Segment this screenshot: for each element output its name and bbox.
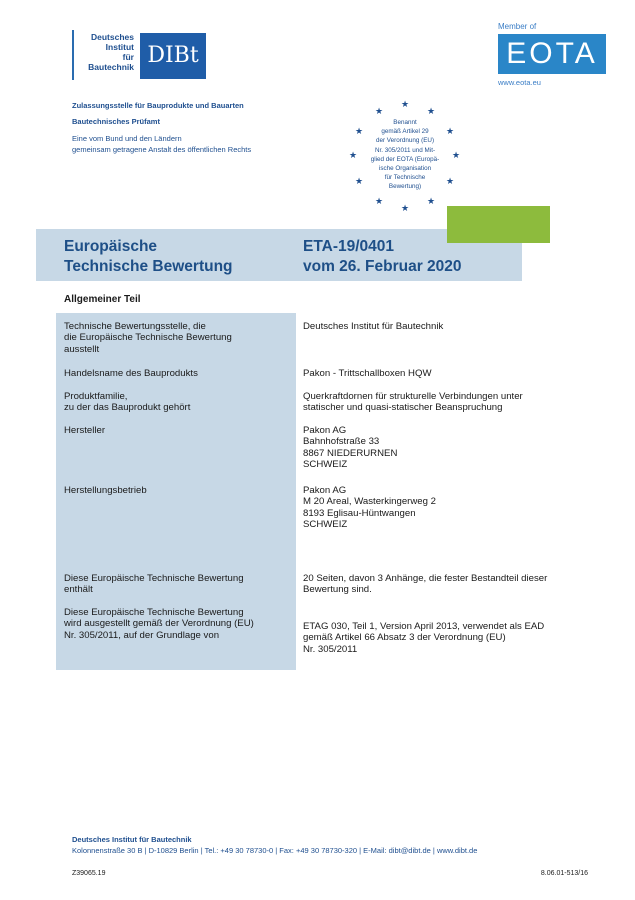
star-icon: ★ [375,106,384,116]
row-value [303,368,432,379]
star-icon: ★ [355,176,364,186]
value-line: statischer und quasi-statischer Beanspruchung [303,402,503,414]
title-line: Europäische [64,238,158,255]
row-value [303,485,436,530]
eu-notice-line: für Technische [384,174,426,182]
institute-line: Bautechnisches Prüfamt [72,117,160,126]
dibt-name-line: für [122,52,134,62]
star-icon: ★ [446,176,455,186]
value-line: 8193 Eglisau-Hüntwangen [303,507,416,519]
star-icon: ★ [427,196,436,206]
label-line: wird ausgestellt gemäß der Verordnung (EU) [64,618,254,630]
footer-contact: Kolonnenstraße 30 B | D-10829 Berlin | Tel.: +49 30 78730-0 | Fax: +49 30 78730-320 | E-Mail: dibt@dibt.de | www.dibt.de [72,846,478,855]
eta-id: ETA-19/0401 [303,238,395,255]
value-line: Pakon - Trittschallboxen HQW [303,368,432,379]
label-line: Herstellungsbetrieb [64,485,147,496]
document-title [64,237,233,277]
value-line: Bewertung sind. [303,584,372,596]
row-label [64,368,198,379]
value-line: 20 Seiten, davon 3 Anhänge, die fester Bestandteil dieser [303,573,548,584]
row-label [64,425,105,436]
value-line: Querkraftdornen für strukturelle Verbindungen unter [303,391,523,402]
label-line: Diese Europäische Technische Bewertung [64,573,244,584]
eota-logo [498,22,610,88]
label-line: Produktfamilie, [64,391,128,402]
section-heading: Allgemeiner Teil [64,294,141,305]
dibt-logo [72,30,207,82]
footer-doc-code-left: Z39065.19 [72,870,106,877]
dibt-name-line: Bautechnik [88,62,134,72]
label-line: Handelsname des Bauprodukts [64,368,198,379]
value-line: Pakon AG [303,425,347,436]
value-line: Deutsches Institut für Bautechnik [303,321,444,332]
eota-member-text: Member of [498,22,537,31]
eota-mark: EOTA [498,34,606,74]
label-line: Diese Europäische Technische Bewertung [64,607,244,618]
label-line: Nr. 305/2011, auf der Grundlage von [64,629,220,641]
eu-notice-line: glied der EOTA (Europä- [370,155,440,163]
row-label [64,607,254,641]
star-icon: ★ [452,150,461,160]
row-value [303,391,523,414]
dibt-abbreviation: DIBt [140,33,206,79]
eu-notice-line: Benannt [393,119,417,126]
star-icon: ★ [446,126,455,136]
row-value [303,321,443,332]
title-line: Technische Bewertung [64,258,233,275]
star-icon: ★ [401,203,410,213]
value-line: 8867 NIEDERURNEN [303,447,398,459]
eu-stars-notice [346,98,464,216]
value-line: Bahnhofstraße 33 [303,436,380,448]
value-line: M 20 Areal, Wasterkingerweg 2 [303,496,436,508]
eu-notice-line: der Verordnung (EU) [375,137,435,145]
row-value [303,573,547,596]
institute-line: Eine vom Bund und den Ländern [72,134,182,143]
eu-notice-line: Nr. 305/2011 und Mit- [374,146,436,154]
logo-bar [72,30,74,80]
label-line: Hersteller [64,425,106,436]
value-line: Nr. 305/2011 [303,643,358,655]
footer-doc-code-right: 8.06.01-513/16 [540,870,588,877]
label-line: zu der das Bauprodukt gehört [64,402,191,414]
star-icon: ★ [401,99,410,109]
green-accent-box [447,206,550,243]
institute-line: gemeinsam getragene Anstalt des öffentlichen Rechts [72,145,252,154]
star-icon: ★ [355,126,364,136]
row-label [64,391,190,414]
value-line: SCHWEIZ [303,458,348,470]
value-line: Pakon AG [303,485,347,496]
star-icon: ★ [375,196,384,206]
eu-notice-line: Bewertung) [388,183,422,191]
star-icon: ★ [427,106,436,116]
eta-number [303,237,462,277]
row-value [303,621,544,655]
row-label [64,485,147,496]
dibt-name-line: Institut [105,42,134,52]
dibt-name-line: Deutsches [91,32,134,42]
star-icon: ★ [349,150,358,160]
value-line: SCHWEIZ [303,518,348,530]
row-label [64,573,244,596]
label-line: die Europäische Technische Bewertung [64,332,232,344]
label-line: Technische Bewertungsstelle, die [64,321,206,332]
eota-url: www.eota.eu [498,78,541,87]
eta-date: vom 26. Februar 2020 [303,258,462,275]
label-line: ausstellt [64,343,100,355]
institute-line: Zulassungsstelle für Bauprodukte und Bauarten [72,101,244,110]
footer-org-name: Deutsches Institut für Bautechnik [72,835,192,844]
dibt-name [78,32,134,72]
eu-notice-line: ische Organisation [378,165,432,173]
row-value [303,425,397,470]
row-label [64,321,232,355]
value-line: ETAG 030, Teil 1, Version April 2013, verwendet als EAD [303,621,545,632]
value-line: gemäß Artikel 66 Absatz 3 der Verordnung (EU) [303,632,506,644]
eu-notice-text [363,118,447,192]
eu-notice-line: gemäß Artikel 29 [381,128,429,136]
label-line: enthält [64,584,93,596]
